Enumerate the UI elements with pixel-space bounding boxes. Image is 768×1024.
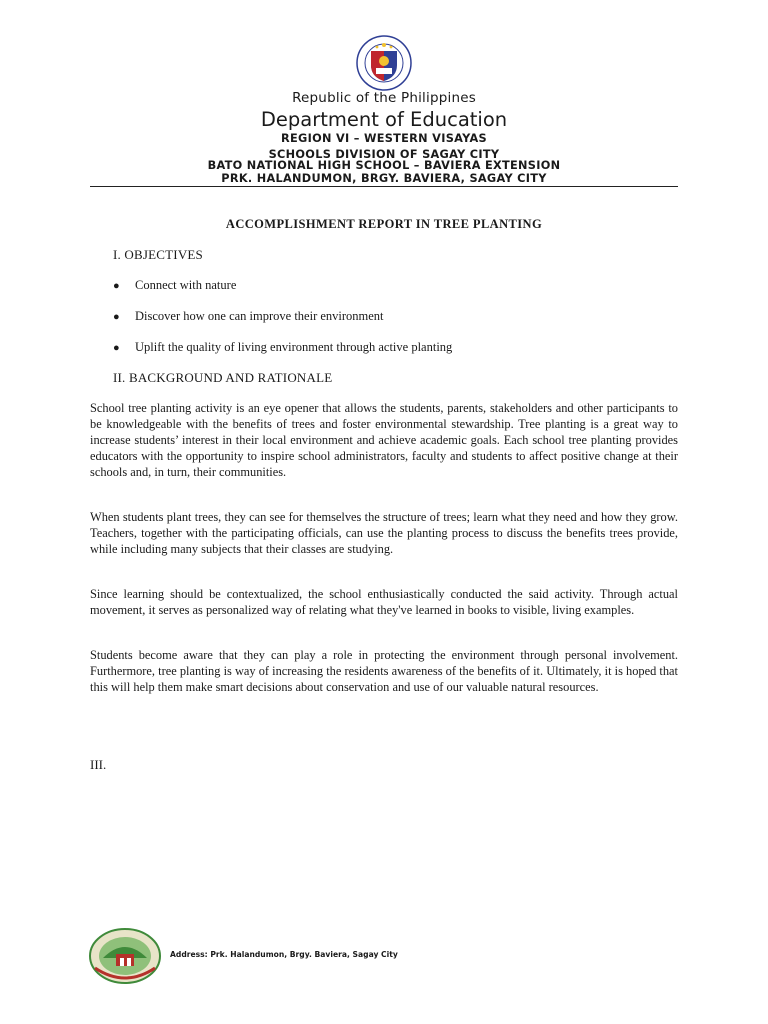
objective-item bbox=[113, 278, 236, 293]
school-address: PRK. HALANDUMON, BRGY. BAVIERA, SAGAY CITY bbox=[221, 172, 547, 185]
school-logo bbox=[89, 928, 161, 984]
objective-text: Uplift the quality of living environment through active planting bbox=[135, 340, 453, 354]
bullet-icon: ● bbox=[113, 279, 120, 292]
report-title: ACCOMPLISHMENT REPORT IN TREE PLANTING bbox=[225, 217, 543, 231]
objective-text: Connect with nature bbox=[135, 278, 237, 292]
rationale-paragraph: School tree planting activity is an eye opener that allows the students, parents, stakeholders and other participants to be knowledgeable with the benefits of trees and foster environmental stewardship. Tree planting is a great way to increase students’ interest in their local environment and achieve academic goals. Each school tree planting provides educators with the opportunity to inspire school administrators, faculty and students to affect positive change at their schools and, in turn, their communities. bbox=[90, 401, 678, 479]
background-heading: II. BACKGROUND AND RATIONALE bbox=[113, 370, 333, 385]
objective-text: Discover how one can improve their environment bbox=[135, 309, 384, 323]
division-text: SCHOOLS DIVISION OF SAGAY CITY bbox=[268, 148, 500, 161]
deped-seal-logo bbox=[346, 35, 422, 91]
bullet-icon: ● bbox=[113, 310, 120, 323]
section-three-heading: III. bbox=[90, 757, 107, 772]
rationale-paragraph: Students become aware that they can play a role in protecting the environment through personal involvement. Furthermore, tree planting is way of increasing the residents awareness of the benefits of it. Ultimately, it is hoped that this will help them make smart decisions about conservation and use of our valuable natural resources. bbox=[90, 648, 678, 694]
objectives-heading: I. OBJECTIVES bbox=[113, 247, 203, 262]
rationale-paragraph: Since learning should be contextualized, the school enthusiastically conducted the said activity. Through actual movement, it serves as personalized way of relating what they've learned in books to visible, living examples. bbox=[90, 587, 678, 617]
republic-text: Republic of the Philippines bbox=[292, 90, 476, 106]
department-name: Department of Education bbox=[260, 108, 508, 131]
objective-item bbox=[113, 309, 384, 324]
bullet-icon: ● bbox=[113, 341, 120, 354]
footer-address: Address: Prk. Halandumon, Brgy. Baviera, Sagay City bbox=[170, 950, 398, 959]
rationale-paragraph: When students plant trees, they can see for themselves the structure of trees; learn what they need and how they grow. Teachers, together with the participating officials, can use the planting process to discuss the benefits trees provide, while including many subjects that their classes are studying. bbox=[90, 510, 678, 556]
school-name: BATO NATIONAL HIGH SCHOOL – BAVIERA EXTENSION bbox=[207, 159, 561, 172]
region-text: REGION VI – WESTERN VISAYAS bbox=[281, 132, 487, 145]
header-divider bbox=[90, 186, 678, 187]
objective-item bbox=[113, 340, 452, 355]
